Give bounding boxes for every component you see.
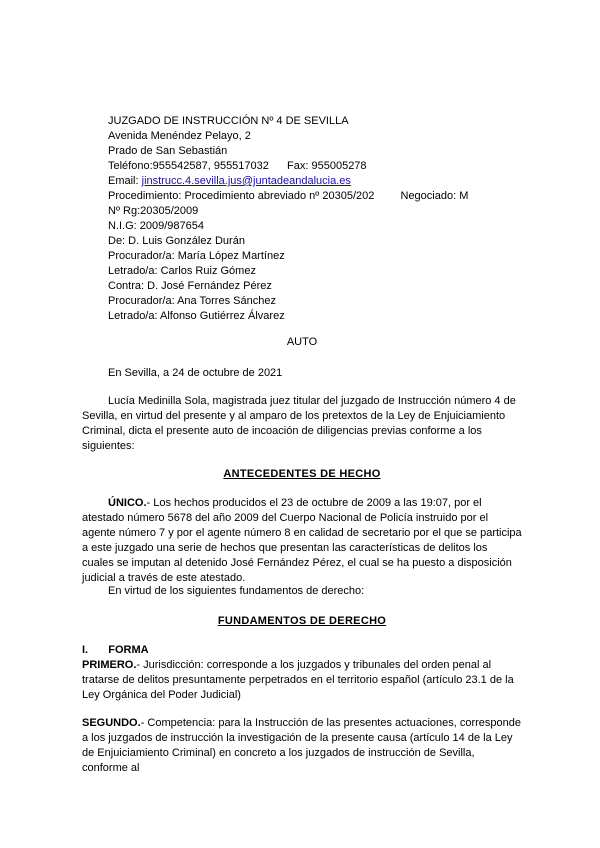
nig-number: N.I.G: 2009/987654 xyxy=(108,220,205,232)
date-line: En Sevilla, a 24 de octubre de 2021 xyxy=(108,367,283,379)
court-name: JUZGADO DE INSTRUCCIÓN Nº 4 DE SEVILLA xyxy=(108,115,349,127)
section-number: I. xyxy=(82,644,89,656)
segundo-text: - Competencia: para la Instrucción de las presentes actuaciones, corresponde a los juzgados de instrucción la investigación de la presente causa (artículo 14 de la Ley de Enjuiciamiento Criminal) en concreto a los juzgados de instrucción de Sevilla, conforme al xyxy=(82,717,522,774)
negociado-label: Negociado: xyxy=(400,190,457,202)
fundamentos-intro: En virtud de los siguientes fundamentos de derecho: xyxy=(108,585,365,597)
primero-label: PRIMERO. xyxy=(82,659,137,671)
procurador-defendant: Procurador/a: Ana Torres Sánchez xyxy=(108,295,276,307)
fundamentos-heading: FUNDAMENTOS DE DERECHO xyxy=(217,615,387,627)
section-title: FORMA xyxy=(108,644,149,656)
primero-paragraph xyxy=(82,658,522,703)
antecedentes-heading: ANTECEDENTES DE HECHO xyxy=(223,468,381,480)
unico-paragraph xyxy=(82,496,522,586)
email-line xyxy=(108,174,351,189)
defendant: Contra: D. José Fernández Pérez xyxy=(108,280,272,292)
phone-fax-line xyxy=(108,159,367,174)
address-line-1: Avenida Menéndez Pelayo, 2 xyxy=(108,130,251,142)
procedure-value: Procedimiento abreviado nº 20305/202 xyxy=(184,190,375,202)
intro-paragraph: Lucía Medinilla Sola, magistrada juez titular del juzgado de Instrucción número 4 de Sevilla, en virtud del presente y al amparo de los pretextos de la Ley de Enjuiciamiento Criminal, dicta el presente auto de incoación de diligencias previas conforme a los siguientes: xyxy=(82,395,516,452)
unico-text: - Los hechos producidos el 23 de octubre de 2009 a las 19:07, por el atestado número 5678 del año 2009 del Cuerpo Nacional de Policía instruido por el agente número 7 y por el agente número 8 en calidad de secretario por el que se participa a este juzgado una serie de hechos que presentan las características de delitos los cuales se imputan al detenido José Fernández Pérez, el cual se ha puesto a disposición judicial a través de este atestado. xyxy=(82,497,522,584)
segundo-label: SEGUNDO. xyxy=(82,717,141,729)
letrado-defendant: Letrado/a: Alfonso Gutiérrez Álvarez xyxy=(108,310,285,322)
segundo-paragraph xyxy=(82,716,522,776)
registro-number: Nº Rg:20305/2009 xyxy=(108,205,199,217)
phone-numbers: 955542587, 955517032 xyxy=(152,160,269,172)
unico-label: ÚNICO. xyxy=(108,497,147,509)
section-heading xyxy=(82,643,149,658)
email-label: Email: xyxy=(108,175,139,187)
fax-label: Fax: xyxy=(287,160,309,172)
procurador-plaintiff: Procurador/a: María López Martínez xyxy=(108,250,285,262)
primero-text: - Jurisdicción: corresponde a los juzgados y tribunales del orden penal al tratarse de delitos presuntamente perpetrados en el territorio español (artículo 23.1 de la Ley Orgánica del Poder Judicial) xyxy=(82,659,514,701)
letrado-plaintiff: Letrado/a: Carlos Ruiz Gómez xyxy=(108,265,256,277)
document-type: AUTO xyxy=(286,336,318,348)
procedure-line xyxy=(108,189,468,204)
procedure-label: Procedimiento: xyxy=(108,190,182,202)
phone-label: Teléfono: xyxy=(108,160,153,172)
fax-number: 955005278 xyxy=(311,160,367,172)
address-line-2: Prado de San Sebastián xyxy=(108,145,228,157)
negociado-value: M xyxy=(459,190,469,202)
plaintiff: De: D. Luis González Durán xyxy=(108,235,245,247)
email-link[interactable]: jinstrucc.4.sevilla.jus@juntadeandalucia.es xyxy=(141,175,351,187)
